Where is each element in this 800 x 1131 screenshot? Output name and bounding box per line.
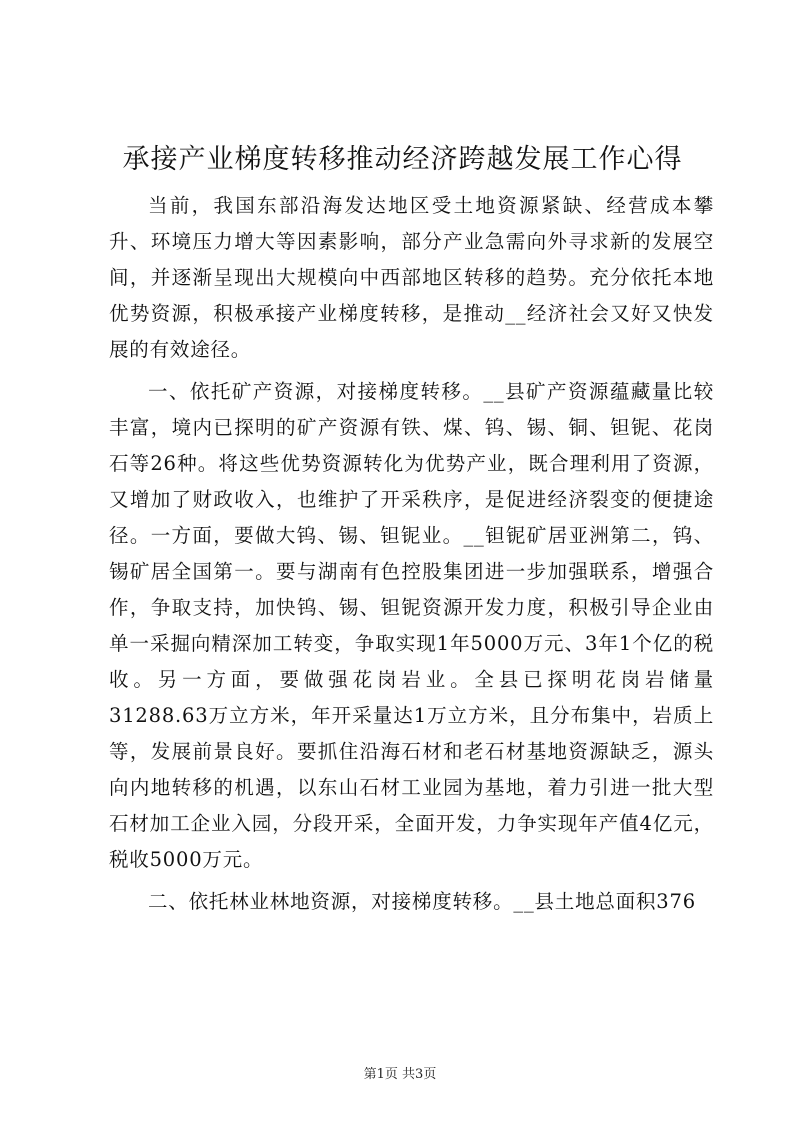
document-title: 承接产业梯度转移推动经济跨越发展工作心得 [122, 144, 683, 175]
page-number: 第1页 共3页 [363, 1067, 437, 1082]
paragraph-section-1: 一、依托矿产资源，对接梯度转移。__县矿产资源蕴藏量比较丰富，境内已探明的矿产资源有铁、煤、钨、锡、铜、钽铌、花岗石等26种。将这些优势资源转化为优势产业，既合理利用了资源，又增加了财政收入，也维护了开采秩序，是促进经济裂变的便捷途径。一方面，要做大钨、锡、钽铌业。__钽铌矿居亚洲第二，钨、锡矿居全国第一。要与湖南有色控股集团进一步加强联系，增强合作，争取支持，加快钨、锡、钽铌资源开发力度，积极引导企业由单一采掘向精深加工转变，争取实现1年5000万元、3年1个亿的税收。另一方面，要做强花岗岩业。全县已探明花岗岩储量31288.63万立方米，年开采量达1万立方米，且分布集中，岩质上等，发展前景良好。要抓住沿海石材和老石材基地资源缺乏，源头向内地转移的机遇，以东山石材工业园为基地，着力引进一批大型石材加工企业入园，分段开采，全面开发，力争实现年产值4亿元，税收5000万元。 [109, 380, 714, 871]
document-body [109, 188, 714, 926]
paragraph-section-2: 二、依托林业林地资源，对接梯度转移。__县土地总面积376 [148, 890, 696, 913]
paragraph-intro: 当前，我国东部沿海发达地区受土地资源紧缺、经营成本攀升、环境压力增大等因素影响，部分产业急需向外寻求新的发展空间，并逐渐呈现出大规模向中西部地区转移的趋势。充分依托本地优势资源，积极承接产业梯度转移，是推动__经济社会又好又快发展的有效途径。 [109, 194, 714, 361]
page-footer [0, 1066, 800, 1084]
